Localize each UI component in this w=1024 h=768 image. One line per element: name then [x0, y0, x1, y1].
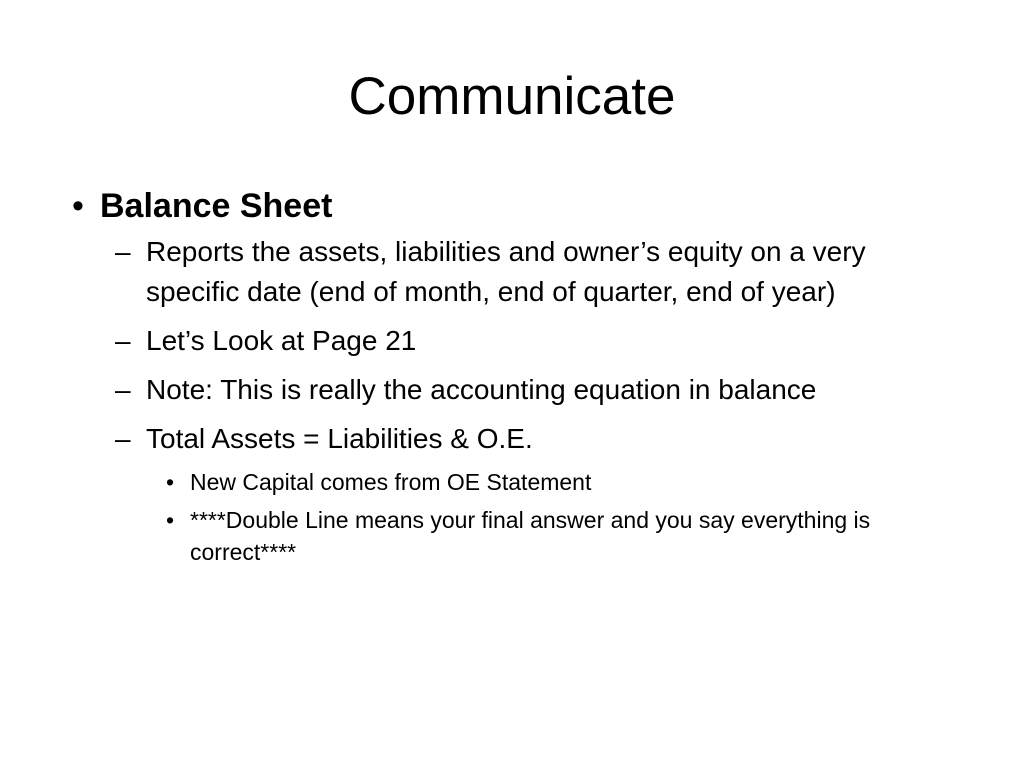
sub-bullet-item [115, 370, 946, 410]
dash-icon: – [115, 325, 131, 356]
sub-bullet-item [115, 419, 946, 459]
sub-sub-bullet-text: ****Double Line means your final answer and you say everything is correct**** [190, 507, 871, 565]
sub-bullet-list [115, 232, 946, 568]
sub-sub-bullet-item [166, 504, 930, 568]
sub-sub-bullet-text: New Capital comes from OE Statement [190, 469, 592, 495]
sub-bullet-text: Let’s Look at Page 21 [146, 325, 417, 356]
sub-bullet-text: Reports the assets, liabilities and owner’s equity on a very specific date (end of month, end of quarter, end of year) [146, 236, 866, 307]
bullet-dot-icon: • [166, 507, 175, 533]
dash-icon: – [115, 423, 131, 454]
bullet-balance-sheet [62, 180, 962, 232]
dash-icon: – [115, 236, 131, 267]
dash-icon: – [115, 374, 131, 405]
slide-body [62, 180, 962, 574]
sub-bullet-text: Total Assets = Liabilities & O.E. [146, 423, 533, 454]
sub-bullet-item [115, 232, 946, 312]
sub-sub-bullet-list [166, 466, 930, 568]
sub-sub-bullet-item [166, 466, 930, 498]
sub-bullet-text: Note: This is really the accounting equation in balance [146, 374, 817, 405]
bullet-text: Balance Sheet [100, 187, 333, 225]
sub-bullet-item [115, 321, 946, 361]
bullet-dot-icon: • [72, 187, 84, 225]
bullet-dot-icon: • [166, 469, 175, 495]
slide-title: Communicate [348, 67, 676, 126]
